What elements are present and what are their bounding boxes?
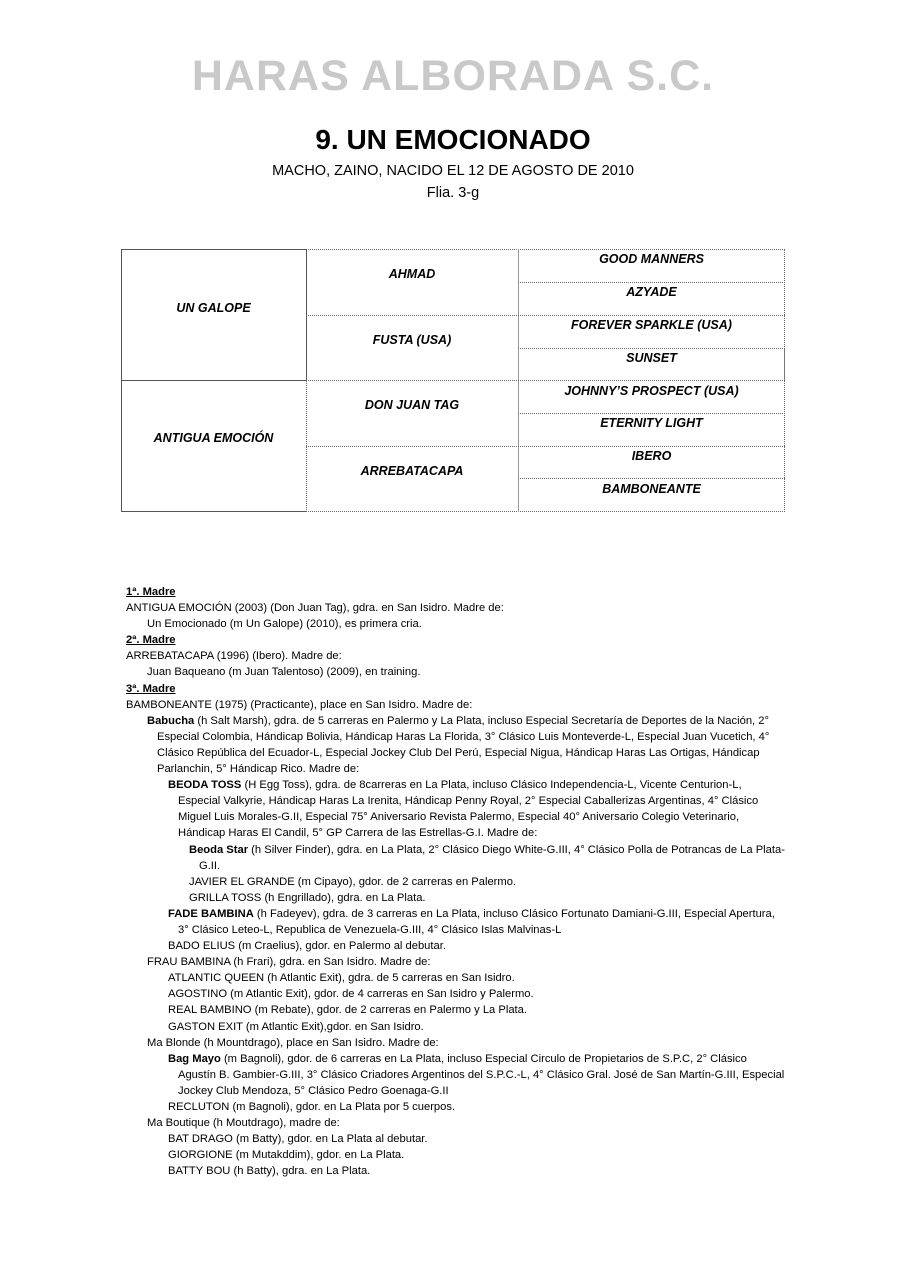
lot-family: Flia. 3-g [426,185,480,201]
produce-ma-boutique: Ma Boutique (h Moutdrago), madre de: [147,1117,340,1130]
horse-name: Beoda Star [189,843,249,856]
lot-title: 9. UN EMOCIONADO [315,124,591,155]
first-dam-heading: 1ª. Madre [126,586,176,598]
produce-fade-bambina [126,906,786,938]
ped-gen3-2: AZYADE [626,285,677,299]
family-section [126,584,786,1179]
produce-record: (m Bagnoli), gdor. de 6 carreras en La Plata, incluso Especial Circulo de Propietarios de S.P.C, 2° Clásico Agustín B. Gambier-G.III, 3° Clásico Criadores Argentinos del S.P.C.-L, 4° Clásico Gral. José de San Martín-G.III, Especial Jockey Club Mendoza, 5° Clásico Pedro Goenaga-G.II [178,1052,785,1097]
horse-name: BEODA TOSS [168,779,242,792]
produce-bag-mayo [126,1051,786,1099]
pedigree-table [121,249,785,512]
ped-gen3-3: FOREVER SPARKLE (USA) [571,318,732,332]
produce-beoda-star [126,842,786,874]
produce-batty-bou: BATTY BOU (h Batty), gdra. en La Plata. [168,1165,371,1178]
ped-dam: ANTIGUA EMOCIÓN [153,431,274,445]
third-dam-heading: 3ª. Madre [126,682,176,695]
horse-name: Babucha [147,714,195,727]
page-header: HARAS ALBORADA S.C. [191,52,715,100]
horse-name: Bag Mayo [168,1052,221,1065]
second-dam-produce: Juan Baqueano (m Juan Talentoso) (2009), en training. [147,666,421,679]
produce-record: (h Silver Finder), gdra. en La Plata, 2° Clásico Diego White-G.III, 4° Clásico Polla de Potrancas de La Plata-G.II. [199,843,785,872]
ped-gen3-8: BAMBONEANTE [602,482,701,496]
ped-dam-sire: DON JUAN TAG [364,398,460,412]
produce-giorgione: GIORGIONE (m Mutakddim), gdor. en La Plata. [168,1149,405,1162]
produce-ma-blonde: Ma Blonde (h Mountdrago), place en San Isidro. Madre de: [147,1036,439,1049]
produce-grilla: GRILLA TOSS (h Engrillado), gdra. en La Plata. [189,891,426,904]
ped-gen3-7: IBERO [631,449,672,463]
produce-bat-drago: BAT DRAGO (m Batty), gdor. en La Plata al debutar. [168,1133,428,1146]
first-dam: ANTIGUA EMOCIÓN (2003) (Don Juan Tag), gdra. en San Isidro. Madre de: [126,602,504,615]
produce-record: (H Egg Toss), gdra. de 8carreras en La Plata, incluso Clásico Independencia-L, Vicente Centurion-L, Especial Valkyrie, Hándicap Haras La Irenita, Hándicap Penny Royal, 2° Especial Caballerizas Argentinas, 4° Clásico Miguel Luis Morales-G.II, Especial 75° Aniversario Revista Palermo, Especial 40° Aniversario Colegio Veterinario, Hándicap Haras El Candil, 5° GP Carrera de las Estrellas-G.I. Madre de: [178,779,759,840]
produce-beoda-toss [126,777,786,841]
ped-gen3-6: ETERNITY LIGHT [600,416,703,430]
produce-frau-bambina: FRAU BAMBINA (h Frari), gdra. en San Isidro. Madre de: [147,956,431,969]
lot-description: MACHO, ZAINO, NACIDO EL 12 DE AGOSTO DE 2010 [272,163,634,179]
ped-dam-dam: ARREBATACAPA [360,464,464,478]
produce-real-bambino: REAL BAMBINO (m Rebate), gdor. de 2 carreras en Palermo y La Plata. [168,1004,527,1017]
produce-bado-elius: BADO ELIUS (m Craelius), gdor. en Palermo al debutar. [168,940,446,953]
first-dam-produce: Un Emocionado (m Un Galope) (2010), es primera cria. [147,618,422,631]
second-dam-heading: 2ª. Madre [126,634,176,647]
produce-recluton: RECLUTON (m Bagnoli), gdor. en La Plata por 5 cuerpos. [168,1101,456,1113]
ped-gen3-1: GOOD MANNERS [599,252,704,266]
ped-gen3-5: JOHNNY’S PROSPECT (USA) [564,384,739,398]
third-dam: BAMBONEANTE (1975) (Practicante), place en San Isidro. Madre de: [126,698,473,711]
produce-babucha [126,713,786,777]
produce-record: (h Fadeyev), gdra. de 3 carreras en La Plata, incluso Clásico Fortunato Damiani-G.III, Especial Apertura, 3° Clásico Leteo-L, Republica de Venezuela-G.III, 4° Clásico Islas Malvinas-L [178,907,775,936]
produce-agostino: AGOSTINO (m Atlantic Exit), gdor. de 4 carreras en San Isidro y Palermo. [168,988,534,1001]
produce-javier: JAVIER EL GRANDE (m Cipayo), gdor. de 2 carreras en Palermo. [189,875,517,888]
produce-gaston-exit: GASTON EXIT (m Atlantic Exit),gdor. en San Isidro. [168,1020,424,1033]
ped-gen3-4: SUNSET [626,351,677,365]
ped-sire-sire: AHMAD [388,267,436,281]
produce-atlantic-queen: ATLANTIC QUEEN (h Atlantic Exit), gdra. de 5 carreras en San Isidro. [168,972,515,985]
second-dam: ARREBATACAPA (1996) (Ibero). Madre de: [126,650,342,663]
produce-record: (h Salt Marsh), gdra. de 5 carreras en Palermo y La Plata, incluso Especial Secretaría de Deportes de la Nación, 2° Especial Colombia, Hándicap Bolivia, Hándicap Haras La Florida, 3° Clásico Luis Monteverde-L, Especial Juan Vucetich, 4° Clásico República del Ecuador-L, Especial Jockey Club Del Perú, Especial Nigua, Hándicap Haras Las Ortigas, Hándicap Parlanchin, 5° Hándicap Rico. Madre de: [157,714,770,776]
ped-sire-dam: FUSTA (USA) [372,333,452,347]
ped-sire: UN GALOPE [176,300,251,315]
horse-name: FADE BAMBINA [168,907,254,920]
